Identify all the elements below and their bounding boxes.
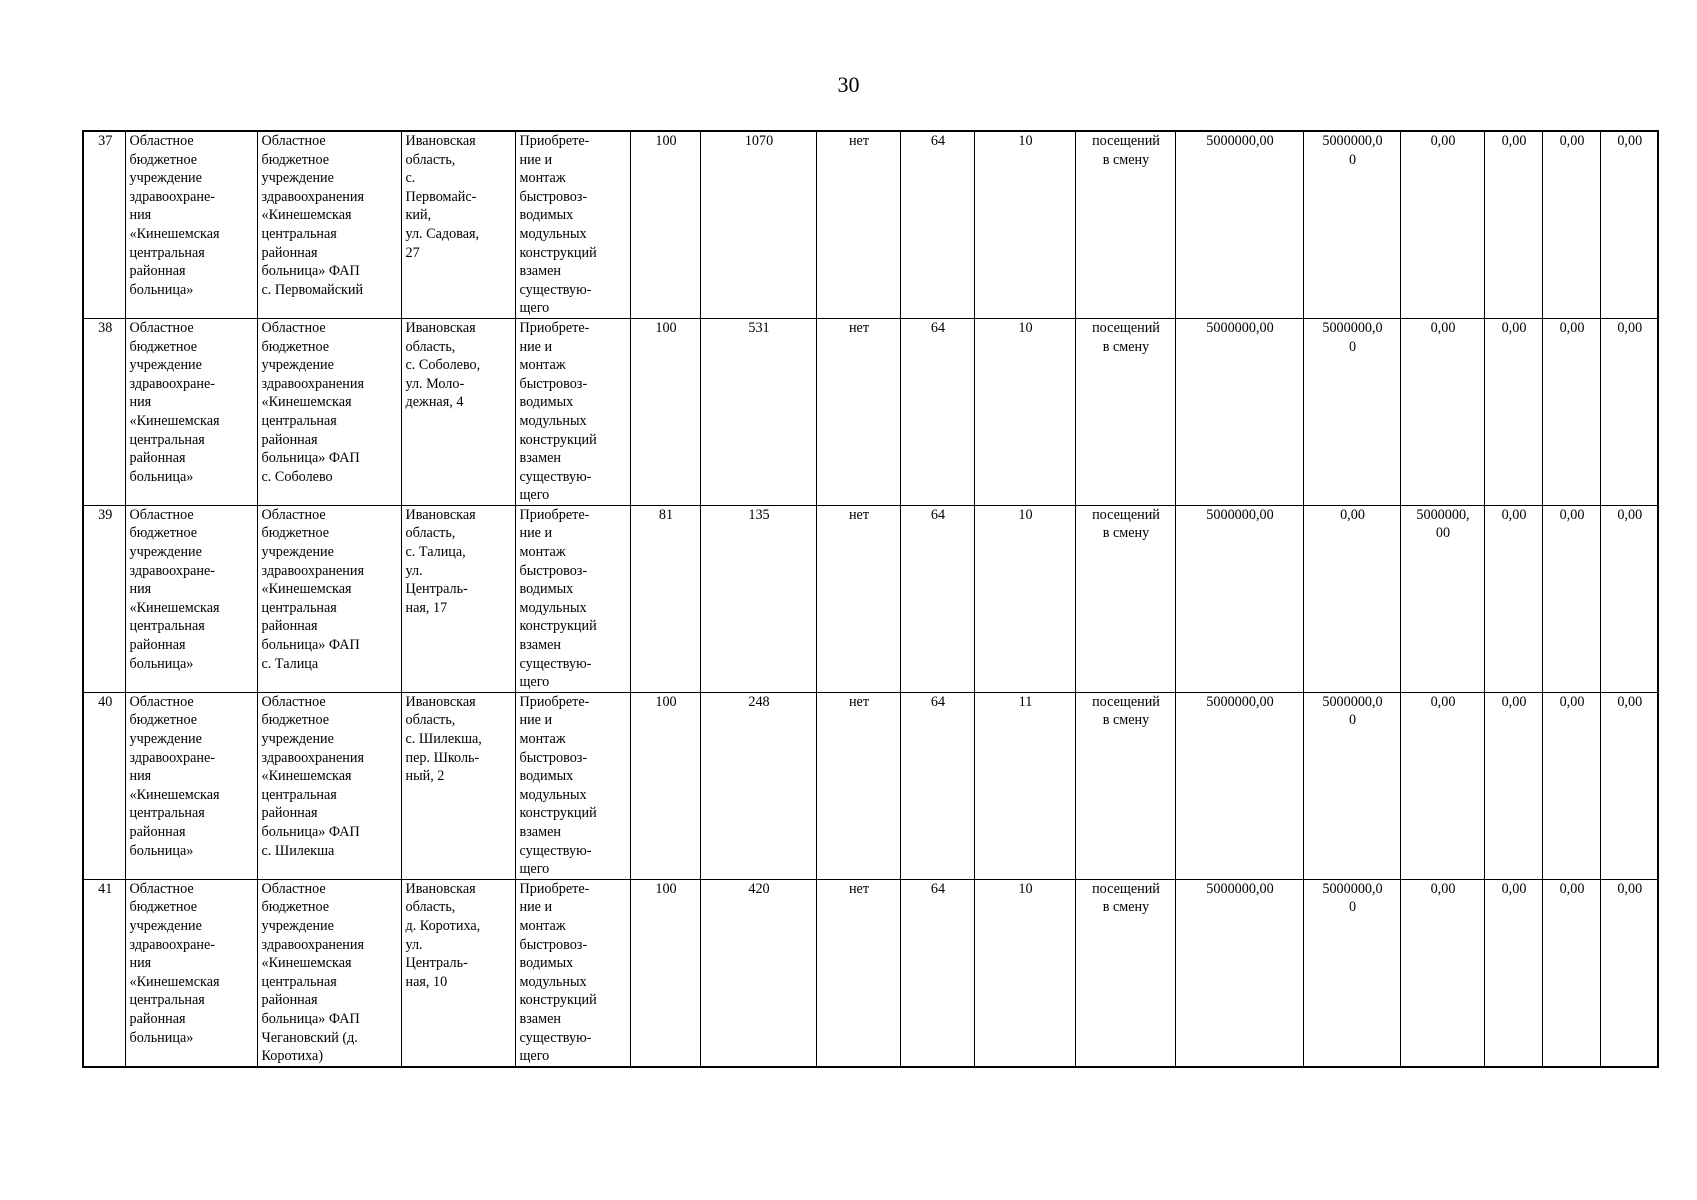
cell-year-3: 0,00 — [1484, 879, 1542, 1066]
cell-year-4: 0,00 — [1542, 131, 1600, 318]
cell-institution: Областное бюджетное учреждение здравоохране- ния «Кинешемская центральная районная больница» — [125, 505, 257, 692]
cell-year-2: 0,00 — [1400, 318, 1484, 505]
cell-total: 5000000,00 — [1175, 505, 1303, 692]
cell-unit: посещений в смену — [1075, 505, 1175, 692]
cell-work-type: Приобрете- ние и монтаж быстровоз- водимых модульных конструкций взамен существую- щего — [515, 318, 630, 505]
cell-year-1: 5000000,0 0 — [1303, 318, 1400, 505]
cell-facility: Областное бюджетное учреждение здравоохранения «Кинешемская центральная районная больница» ФАП с. Шилекша — [257, 692, 401, 879]
cell-institution: Областное бюджетное учреждение здравоохране- ния «Кинешемская центральная районная больница» — [125, 131, 257, 318]
cell-area: 64 — [900, 505, 974, 692]
cell-capacity: 10 — [974, 505, 1075, 692]
cell-area: 64 — [900, 879, 974, 1066]
cell-year-2: 0,00 — [1400, 131, 1484, 318]
cell-work-type: Приобрете- ние и монтаж быстровоз- водимых модульных конструкций взамен существую- щего — [515, 131, 630, 318]
table-row — [83, 879, 1658, 1066]
table-row — [83, 505, 1658, 692]
cell-address: Ивановская область, с. Талица, ул. Централь- ная, 17 — [401, 505, 515, 692]
cell-population: 420 — [700, 879, 816, 1066]
cell-year-5: 0,00 — [1600, 505, 1658, 692]
cell-wear: 100 — [630, 318, 700, 505]
cell-total: 5000000,00 — [1175, 879, 1303, 1066]
cell-address: Ивановская область, с. Шилекша, пер. Школь- ный, 2 — [401, 692, 515, 879]
cell-year-4: 0,00 — [1542, 879, 1600, 1066]
cell-capacity: 10 — [974, 318, 1075, 505]
cell-address: Ивановская область, с. Первомайс- кий, ул. Садовая, 27 — [401, 131, 515, 318]
cell-number: 37 — [83, 131, 125, 318]
cell-population: 531 — [700, 318, 816, 505]
cell-year-5: 0,00 — [1600, 879, 1658, 1066]
cell-unit: посещений в смену — [1075, 131, 1175, 318]
cell-address: Ивановская область, д. Коротиха, ул. Централь- ная, 10 — [401, 879, 515, 1066]
cell-capacity: 10 — [974, 131, 1075, 318]
cell-facility: Областное бюджетное учреждение здравоохранения «Кинешемская центральная районная больница» ФАП с. Первомайский — [257, 131, 401, 318]
cell-population: 248 — [700, 692, 816, 879]
cell-year-2: 5000000, 00 — [1400, 505, 1484, 692]
cell-license: нет — [816, 505, 900, 692]
cell-year-1: 5000000,0 0 — [1303, 879, 1400, 1066]
cell-year-5: 0,00 — [1600, 131, 1658, 318]
cell-work-type: Приобрете- ние и монтаж быстровоз- водимых модульных конструкций взамен существую- щего — [515, 692, 630, 879]
cell-year-2: 0,00 — [1400, 692, 1484, 879]
cell-work-type: Приобрете- ние и монтаж быстровоз- водимых модульных конструкций взамен существую- щего — [515, 879, 630, 1066]
cell-institution: Областное бюджетное учреждение здравоохране- ния «Кинешемская центральная районная больница» — [125, 318, 257, 505]
cell-facility: Областное бюджетное учреждение здравоохранения «Кинешемская центральная районная больница» ФАП с. Талица — [257, 505, 401, 692]
cell-unit: посещений в смену — [1075, 318, 1175, 505]
cell-capacity: 10 — [974, 879, 1075, 1066]
cell-license: нет — [816, 131, 900, 318]
cell-work-type: Приобрете- ние и монтаж быстровоз- водимых модульных конструкций взамен существую- щего — [515, 505, 630, 692]
cell-year-1: 0,00 — [1303, 505, 1400, 692]
cell-year-1: 5000000,0 0 — [1303, 692, 1400, 879]
cell-number: 39 — [83, 505, 125, 692]
cell-capacity: 11 — [974, 692, 1075, 879]
cell-number: 40 — [83, 692, 125, 879]
cell-institution: Областное бюджетное учреждение здравоохране- ния «Кинешемская центральная районная больница» — [125, 692, 257, 879]
cell-wear: 100 — [630, 692, 700, 879]
cell-wear: 100 — [630, 879, 700, 1066]
cell-year-5: 0,00 — [1600, 318, 1658, 505]
cell-year-4: 0,00 — [1542, 318, 1600, 505]
cell-address: Ивановская область, с. Соболево, ул. Моло- дежная, 4 — [401, 318, 515, 505]
cell-year-3: 0,00 — [1484, 692, 1542, 879]
cell-year-3: 0,00 — [1484, 131, 1542, 318]
page-number: 30 — [837, 72, 860, 97]
cell-license: нет — [816, 318, 900, 505]
table-row — [83, 318, 1658, 505]
cell-total: 5000000,00 — [1175, 131, 1303, 318]
cell-license: нет — [816, 692, 900, 879]
cell-unit: посещений в смену — [1075, 879, 1175, 1066]
cell-number: 41 — [83, 879, 125, 1066]
cell-year-4: 0,00 — [1542, 692, 1600, 879]
cell-unit: посещений в смену — [1075, 692, 1175, 879]
cell-facility: Областное бюджетное учреждение здравоохранения «Кинешемская центральная районная больница» ФАП Чегановский (д. Коротиха) — [257, 879, 401, 1066]
cell-number: 38 — [83, 318, 125, 505]
cell-year-3: 0,00 — [1484, 318, 1542, 505]
cell-wear: 100 — [630, 131, 700, 318]
cell-year-2: 0,00 — [1400, 879, 1484, 1066]
cell-year-4: 0,00 — [1542, 505, 1600, 692]
cell-wear: 81 — [630, 505, 700, 692]
cell-institution: Областное бюджетное учреждение здравоохране- ния «Кинешемская центральная районная больница» — [125, 879, 257, 1066]
cell-area: 64 — [900, 131, 974, 318]
cell-area: 64 — [900, 318, 974, 505]
cell-year-3: 0,00 — [1484, 505, 1542, 692]
cell-year-5: 0,00 — [1600, 692, 1658, 879]
cell-license: нет — [816, 879, 900, 1066]
cell-year-1: 5000000,0 0 — [1303, 131, 1400, 318]
cell-area: 64 — [900, 692, 974, 879]
cell-population: 135 — [700, 505, 816, 692]
facilities-table — [82, 130, 1659, 1068]
cell-population: 1070 — [700, 131, 816, 318]
table-row — [83, 131, 1658, 318]
table-row — [83, 692, 1658, 879]
cell-facility: Областное бюджетное учреждение здравоохранения «Кинешемская центральная районная больница» ФАП с. Соболево — [257, 318, 401, 505]
cell-total: 5000000,00 — [1175, 692, 1303, 879]
cell-total: 5000000,00 — [1175, 318, 1303, 505]
